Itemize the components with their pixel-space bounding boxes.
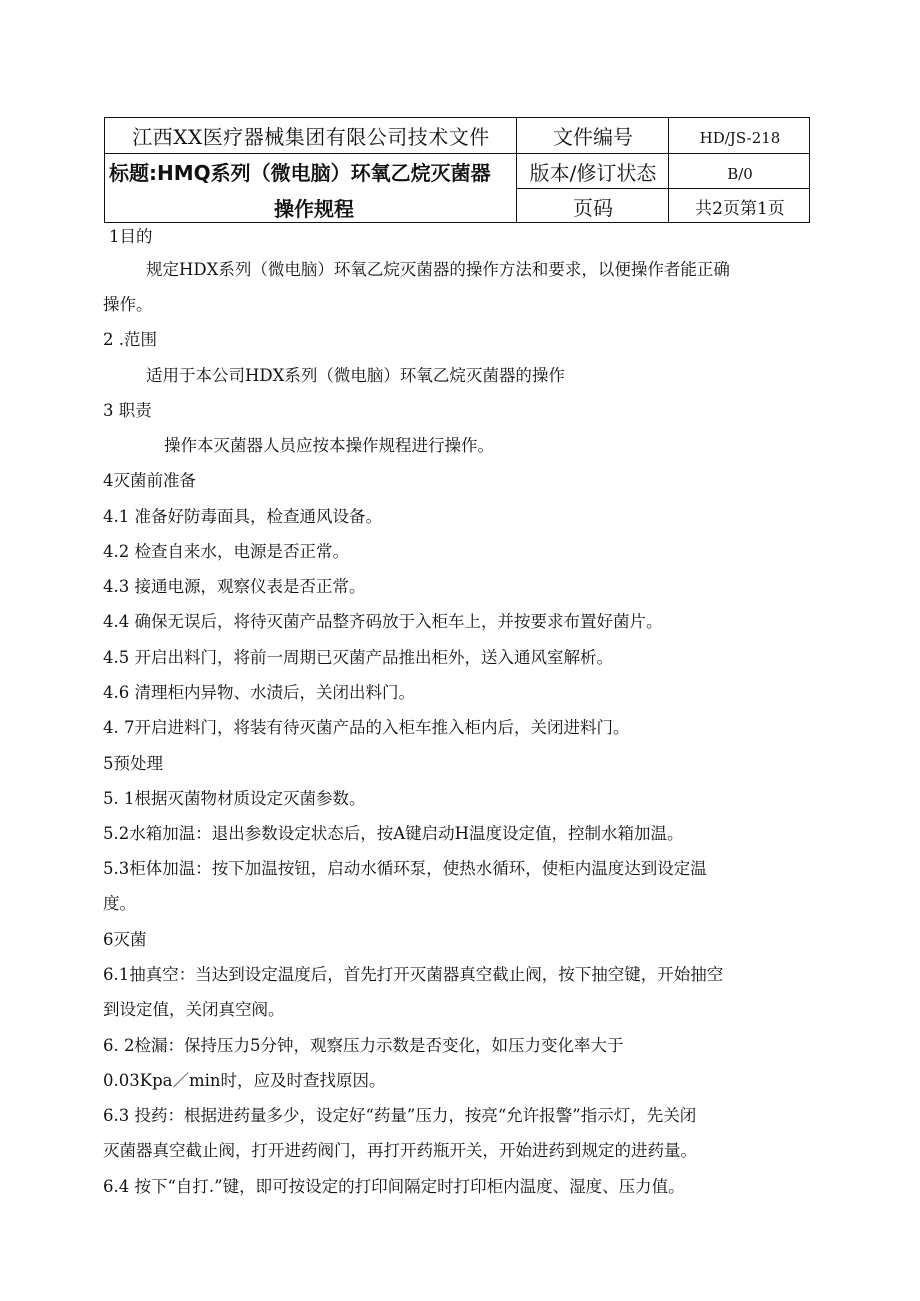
list-item: 6.1抽真空：当达到设定温度后，首先打开灭菌器真空截止阀，按下抽空键，开始抽空 (103, 965, 724, 984)
list-item-continued: 度。 (103, 894, 136, 913)
list-item-continued: 灭菌器真空截止阀，打开进药阀门，再打开药瓶开关，开始进药到规定的进药量。 (103, 1141, 697, 1160)
paragraph-line: 适用于本公司HDX系列（微电脑）环氧乙烷灭菌器的操作 (146, 366, 565, 385)
page-label: 页码 (573, 196, 613, 220)
doc-number-label: 文件编号 (553, 125, 633, 149)
section-heading: 2 .范围 (103, 330, 157, 349)
doc-number-value: HD/JS-218 (699, 128, 781, 147)
section-heading: 3 职责 (103, 401, 152, 420)
company-name: 江西XX医疗器械集团有限公司技术文件 (132, 125, 490, 149)
list-item-continued: 0.03Kpa／min时，应及时查找原因。 (103, 1071, 386, 1090)
list-item: 4.5 开启出料门，将前一周期已灭菌产品推出柜外，送入通风室解析。 (103, 648, 613, 667)
document-title: 标题:HMQ系列（微电脑）环氧乙烷灭菌器 (109, 161, 491, 185)
list-item: 4.1 准备好防毒面具，检查通风设备。 (103, 507, 382, 526)
paragraph-line: 规定HDX系列（微电脑）环氧乙烷灭菌器的操作方法和要求，以便操作者能正确 (146, 260, 730, 279)
list-item: 4.3 接通电源，观察仪表是否正常。 (103, 577, 366, 596)
document-title-continued: 操作规程 (274, 196, 354, 221)
page-number: 共2页第1页 (695, 199, 785, 219)
list-item: 5.2水箱加温：退出参数设定状态后，按A键启动H温度设定值，控制水箱加温。 (103, 824, 684, 843)
list-item: 6. 2检漏：保持压力5分钟，观察压力示数是否变化，如压力变化率大于 (103, 1036, 624, 1055)
section-heading: 4灭菌前准备 (103, 471, 196, 490)
list-item: 4. 7开启进料门，将装有待灭菌产品的入柜车推入柜内后，关闭进料门。 (103, 718, 630, 737)
document-header-table (104, 117, 810, 223)
paragraph-line: 操作。 (103, 295, 153, 314)
list-item: 6.3 投药：根据进药量多少，设定好“药量”压力，按亮“允许报警”指示灯，先关闭 (103, 1106, 697, 1125)
list-item: 5.3柜体加温：按下加温按钮，启动水循环泵，使热水循环，使柜内温度达到设定温 (103, 859, 707, 878)
list-item: 4.4 确保无误后，将待灭菌产品整齐码放于入柜车上，并按要求布置好菌片。 (103, 612, 663, 631)
list-item: 4.6 清理柜内异物、水渍后，关闭出料门。 (103, 683, 415, 702)
list-item: 4.2 检查自来水，电源是否正常。 (103, 542, 349, 561)
list-item: 6.4 按下“自打.”键，即可按设定的打印间隔定时打印柜内温度、湿度、压力值。 (103, 1177, 685, 1196)
list-item: 5. 1根据灭菌物材质设定灭菌参数。 (103, 789, 366, 808)
section-heading: 6灭菌 (103, 930, 147, 949)
paragraph-line: 操作本灭菌器人员应按本操作规程进行操作。 (164, 436, 494, 455)
version-label: 版本/修订状态 (529, 161, 657, 185)
version-value: B/0 (727, 164, 753, 183)
list-item-continued: 到设定值，关闭真空阀。 (103, 1000, 285, 1019)
section-heading: 5预处理 (103, 754, 163, 773)
section-heading: 1目的 (109, 227, 153, 246)
